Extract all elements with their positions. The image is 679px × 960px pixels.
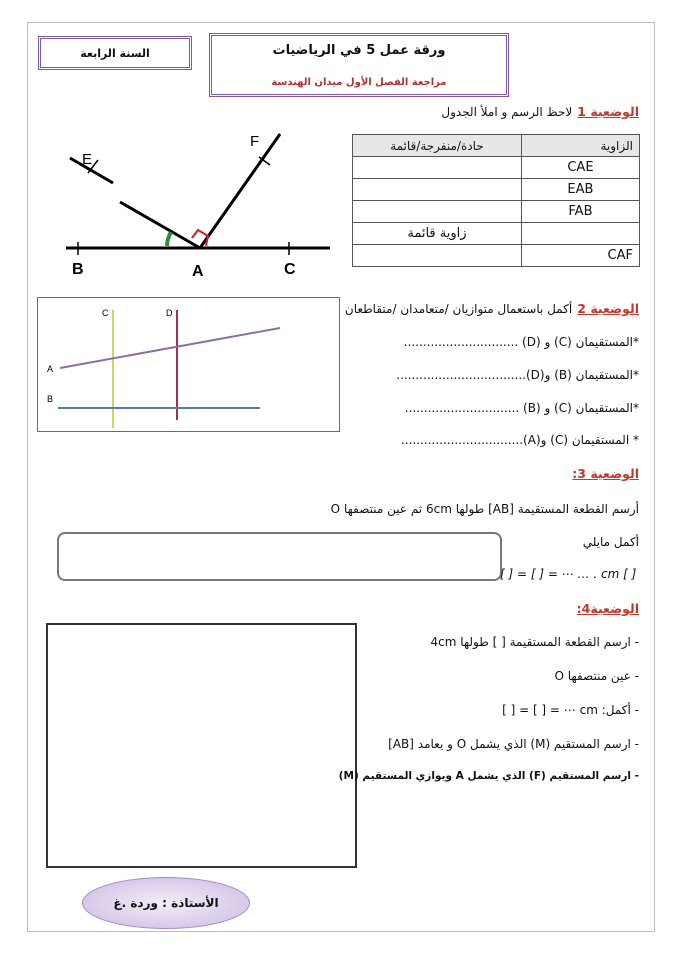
situation2-instruction: أكمل باستعمال متوازيان /متعامدان /متقاطعان	[344, 302, 573, 316]
situation3-drawing-area[interactable]	[57, 532, 502, 581]
situation1-instruction: لاحظ الرسم و املأ الجدول	[441, 105, 573, 119]
label-c: C	[284, 261, 296, 278]
grade-label: السنة الرابعة	[38, 36, 192, 70]
situation2-line-4[interactable]: * المستقيمان (C) و(A)................................	[400, 433, 639, 447]
ray-ae-lower	[120, 202, 200, 248]
situation2-heading: الوضعية 2	[577, 301, 639, 316]
label-a: A	[47, 364, 54, 374]
table-row	[353, 179, 640, 201]
label-e: E	[82, 151, 93, 168]
angle-cell: EAB	[521, 179, 639, 201]
situation3-complete-label: أكمل مايلي	[582, 535, 639, 549]
label-a: A	[192, 263, 204, 280]
worksheet-title: ورقة عمل 5 في الرياضيات	[272, 43, 446, 58]
angle-arc-eab	[167, 232, 171, 246]
label-d: D	[166, 308, 173, 318]
angle-cell: CAF	[521, 245, 639, 267]
situation4-line-1: - ارسم القطعة المستقيمة [ ] طولها 4cm	[430, 635, 639, 649]
type-cell[interactable]	[353, 157, 522, 179]
situation2-line-2[interactable]: *المستقيمان (B) و(D)..................................	[396, 368, 639, 382]
header-angle: الزاوية	[521, 135, 639, 157]
label-f: F	[250, 133, 260, 150]
ray-af	[200, 134, 280, 248]
angle-cell[interactable]	[521, 223, 639, 245]
situation4-line-2: - عين منتصفها O	[554, 669, 639, 683]
label-b: B	[47, 394, 54, 404]
table-row	[353, 223, 640, 245]
situation2-line-1[interactable]: *المستقيمان (C) و (D) ..............................	[403, 335, 639, 349]
angle-cell: FAB	[521, 201, 639, 223]
table-row	[353, 157, 640, 179]
title-box	[209, 33, 509, 97]
lines-figure-box	[37, 297, 340, 432]
table-header-row	[353, 135, 640, 157]
situation4-line-3[interactable]: - أكمل: cm ⋯ = [ ] = [ ]	[502, 703, 639, 717]
label-b: B	[72, 261, 84, 278]
table-row	[353, 245, 640, 267]
table-row	[353, 201, 640, 223]
line-a	[60, 328, 280, 368]
lines-figure	[38, 298, 339, 431]
type-cell[interactable]	[353, 201, 522, 223]
situation4-drawing-area[interactable]	[46, 623, 357, 868]
teacher-badge: الأستاذة : وردة .غ	[82, 877, 250, 929]
situation4-heading: الوضعية4:	[576, 601, 639, 616]
situation4-line-4: - ارسم المستقيم (M) الذي يشمل O و يعامد [AB]	[388, 737, 639, 751]
type-cell[interactable]	[353, 179, 522, 201]
header-type: حادة/منفرجة/قائمة	[353, 135, 522, 157]
label-c: C	[102, 308, 109, 318]
situation1-heading: الوضعية 1	[577, 104, 639, 119]
situation4-line-5: - ارسم المستقيم (F) الذي يشمل A ويوازي المستقيم (M)	[338, 770, 639, 782]
worksheet-subtitle: مراجعة الفصل الأول ميدان الهندسة	[271, 77, 447, 88]
type-cell[interactable]	[353, 245, 522, 267]
situation2-line-3[interactable]: *المستقيمان (C) و (B) ..............................	[404, 401, 639, 415]
angles-table	[352, 134, 640, 267]
angle-figure	[58, 120, 343, 285]
situation2-heading-line	[345, 298, 639, 317]
situation3-equation[interactable]: [ ] = [ ] = ⋯ … . cm [ ]	[500, 567, 637, 581]
angle-cell: CAE	[521, 157, 639, 179]
situation3-heading: الوضعية 3:	[572, 466, 639, 481]
type-cell: زاوية قائمة	[353, 223, 522, 245]
situation1-heading-line	[441, 101, 639, 120]
situation3-instruction: أرسم القطعة المستقيمة [AB] طولها 6cm ثم عين منتصفها O	[330, 502, 639, 516]
